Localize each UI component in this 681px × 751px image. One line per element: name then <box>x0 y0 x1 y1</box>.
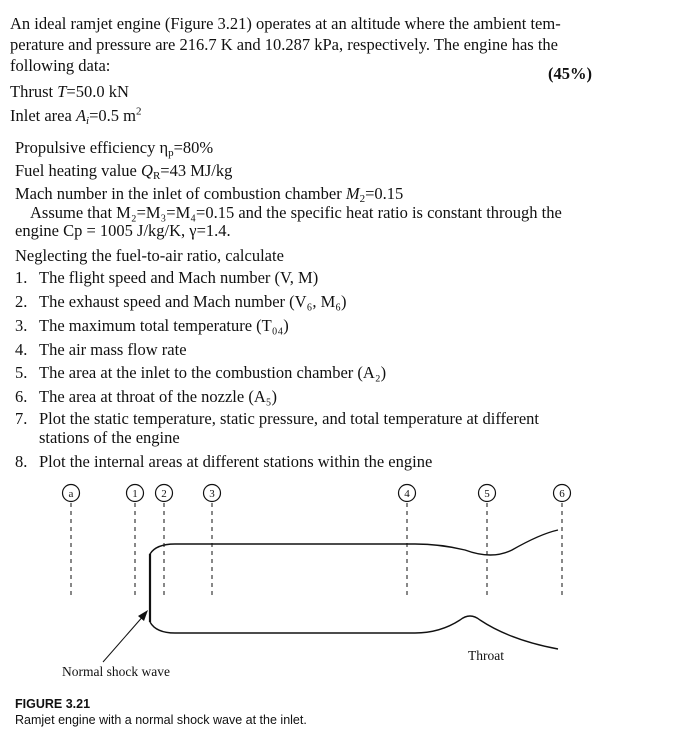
mach-inlet-line: Mach number in the inlet of combustion chamber $M_2=0.15$ <box>15 184 404 205</box>
engine-lower-wall <box>150 616 558 649</box>
task-item: 2. The exhaust speed and Mach number (V₆, M₆) <box>15 292 347 311</box>
station-label: 2 <box>161 488 167 500</box>
assume-line-1: Assume that M₂=M₃=M₄=0.15 and the specific heat ratio is constant through the <box>30 203 562 222</box>
task-item-continuation: stations of the engine <box>39 428 180 447</box>
station-label: 1 <box>132 488 138 500</box>
station-label: 4 <box>404 488 410 500</box>
throat-label: Throat <box>468 648 504 663</box>
intro-line-1: An ideal ramjet engine (Figure 3.21) operates at an altitude where the ambient tem- <box>10 14 561 33</box>
station-label: a <box>68 488 74 500</box>
task-item: 3. The maximum total temperature (T₀₄) <box>15 316 289 335</box>
shock-pointer-line <box>103 614 145 662</box>
assume-line-2: engine Cp = 1005 J/kg/K, γ=1.4. <box>15 221 231 240</box>
neglect-line: Neglecting the fuel-to-air ratio, calculate <box>15 246 284 265</box>
shock-pointer-arrowhead <box>138 610 148 621</box>
task-item: 4. The air mass flow rate <box>15 340 187 359</box>
figure-caption-text: Ramjet engine with a normal shock wave at the inlet. <box>15 713 307 727</box>
intro-line-2: perature and pressure are 216.7 K and 10.287 kPa, respectively. The engine has the <box>10 35 558 54</box>
figure-caption-title: FIGURE 3.21 <box>15 697 91 711</box>
marks-label: (45%) <box>548 64 592 83</box>
efficiency-line: Propulsive efficiency $\eta_p=80\%$ <box>15 138 214 159</box>
inlet-area-line: Inlet area $A_i=0.5$ $m^2$ <box>10 105 142 127</box>
task-item: 6. The area at throat of the nozzle (A₅) <box>15 387 278 406</box>
task-item: 8. Plot the internal areas at different stations within the engine <box>15 452 433 471</box>
shock-label: Normal shock wave <box>62 664 170 679</box>
station-label: 6 <box>559 488 565 500</box>
task-item: 7. Plot the static temperature, static pressure, and total temperature at different <box>15 409 540 428</box>
ramjet-figure <box>0 470 681 751</box>
fuel-heating-line: Fuel heating value $Q_R=43$ MJ/kg <box>15 161 233 182</box>
intro-line-3: following data: <box>10 56 111 75</box>
station-label: 3 <box>209 488 215 500</box>
station-label: 5 <box>484 488 490 500</box>
engine-upper-wall <box>150 530 558 622</box>
task-item: 1. The flight speed and Mach number (V, M) <box>15 268 319 287</box>
thrust-line: Thrust T=50.0 kN <box>10 82 129 101</box>
task-item: 5. The area at the inlet to the combustion chamber (A₂) <box>15 363 387 382</box>
